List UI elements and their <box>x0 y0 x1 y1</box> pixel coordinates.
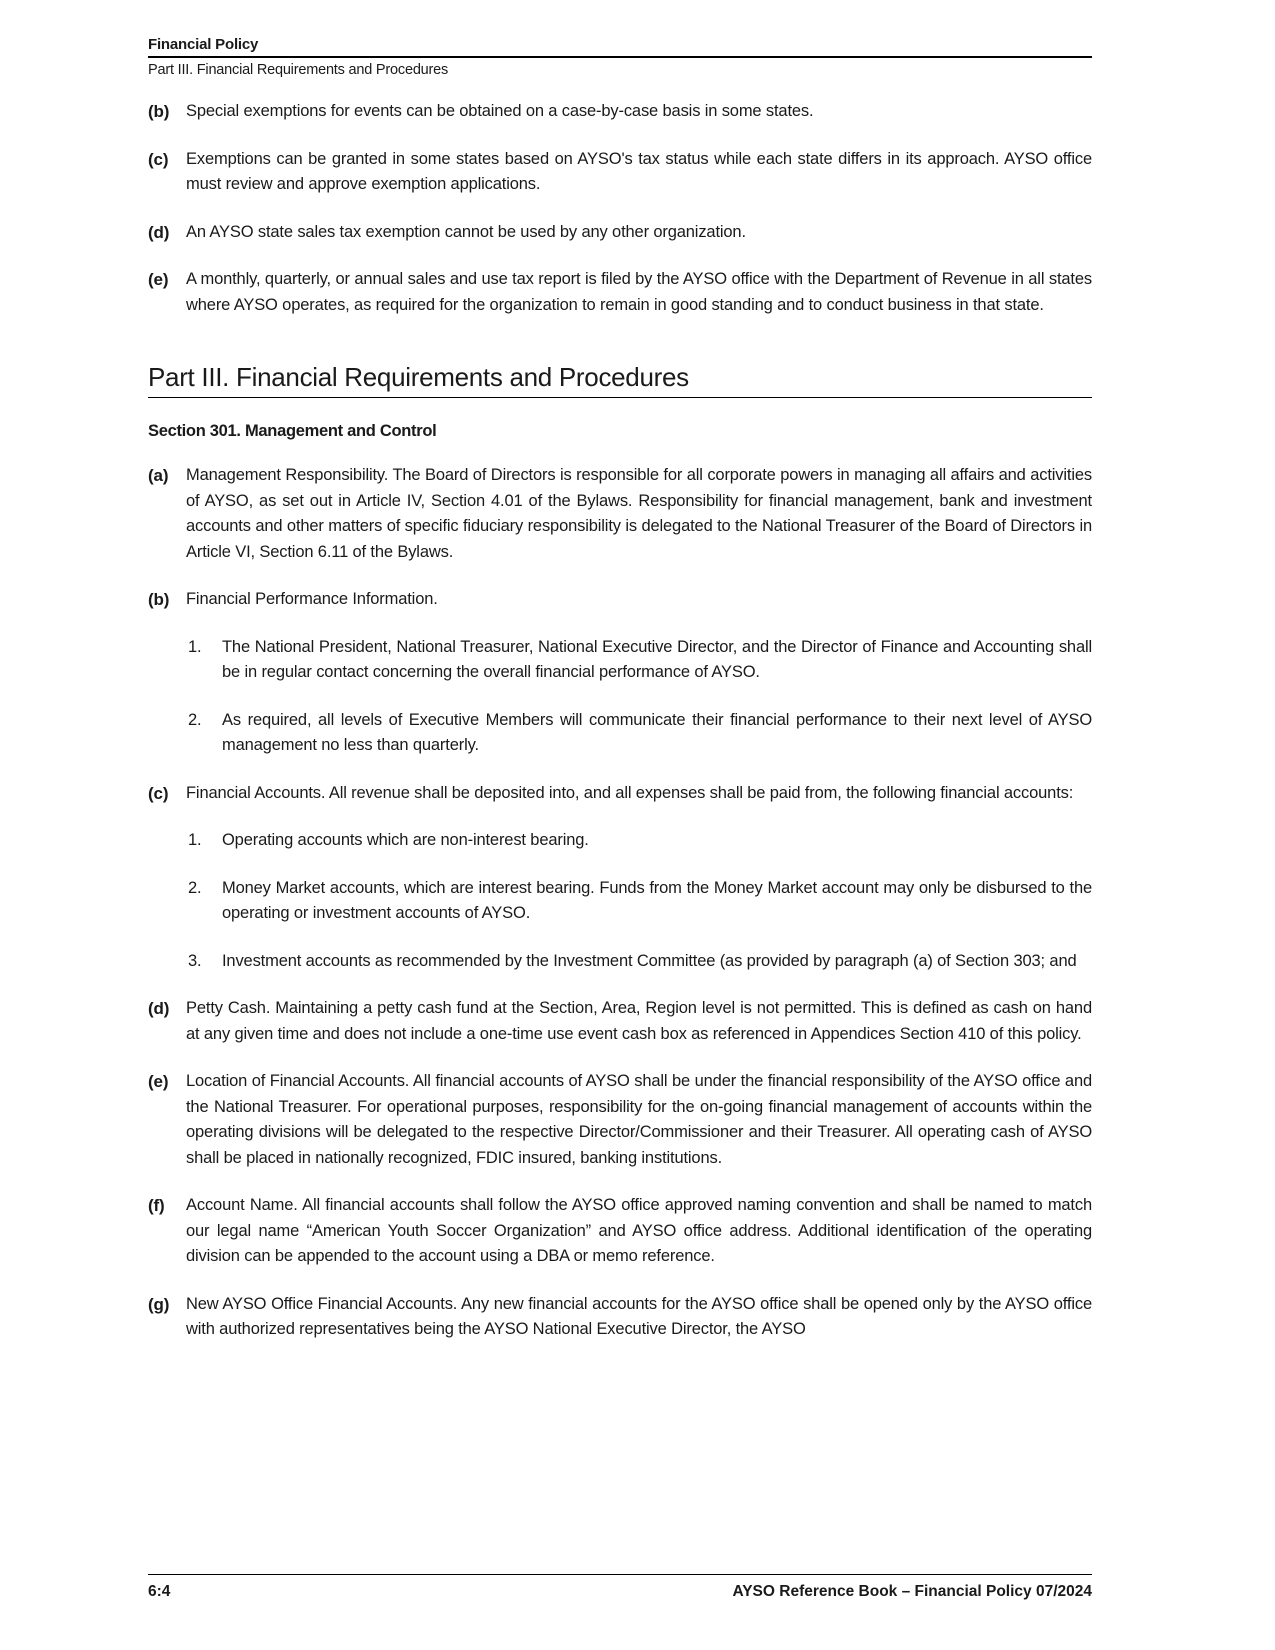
item-text: Financial Performance Information. <box>186 590 438 608</box>
subitem-c-2 <box>148 876 1092 927</box>
subitem-number: 2. <box>188 710 202 729</box>
subitem-text: Operating accounts which are non-interest bearing. <box>222 831 589 849</box>
page-footer <box>148 1574 1092 1601</box>
section-item-f <box>148 1193 1092 1270</box>
item-text: New AYSO Office Financial Accounts. Any new financial accounts for the AYSO office shall be opened only by the AYSO office with authorized representatives being the AYSO National Executive Director, the AYSO <box>186 1294 1092 1338</box>
item-label: (e) <box>148 270 169 289</box>
subitem-c-3 <box>148 949 1092 975</box>
carryover-item-e <box>148 267 1092 318</box>
item-label: (g) <box>148 1294 170 1314</box>
subitem-text: The National President, National Treasurer, National Executive Director, and the Director of Finance and Accounting shall be in regular contact concerning the overall financial performance of AYSO. <box>222 637 1092 681</box>
item-text: Account Name. All financial accounts shall follow the AYSO office approved naming convention and shall be named to match our legal name “American Youth Soccer Organization” and AYSO office address. Additional identification of the operating division can be appended to the account using a DBA or memo reference. <box>186 1196 1092 1265</box>
part-heading: Part III. Financial Requirements and Procedures <box>148 362 1092 398</box>
section-item-c <box>148 781 1092 807</box>
subitem-b-2 <box>148 708 1092 759</box>
item-text: An AYSO state sales tax exemption cannot be used by any other organization. <box>186 222 746 241</box>
section-heading: Section 301. Management and Control <box>148 422 437 440</box>
item-text: Special exemptions for events can be obtained on a case-by-case basis in some states. <box>186 102 814 120</box>
subitem-number: 2. <box>188 878 202 897</box>
running-header-subtitle: Part III. Financial Requirements and Procedures <box>148 62 449 78</box>
item-label: (d) <box>148 999 170 1018</box>
item-label: (e) <box>148 1072 169 1091</box>
subitem-c-1 <box>148 828 1092 854</box>
running-header-title: Financial Policy <box>148 36 259 53</box>
subitem-number: 1. <box>188 637 202 656</box>
item-text: Exemptions can be granted in some states based on AYSO's tax status while each state differs in its approach. AYSO office must review and approve exemption applications. <box>186 149 1092 193</box>
section-item-b <box>148 587 1092 613</box>
footer-book-title: AYSO Reference Book – Financial Policy 07/2024 <box>732 1583 1092 1600</box>
item-label: (f) <box>148 1196 165 1215</box>
item-label: (b) <box>148 102 170 121</box>
carryover-item-c <box>148 147 1092 198</box>
item-label: (b) <box>148 590 170 609</box>
item-text: Financial Accounts. All revenue shall be deposited into, and all expenses shall be paid from, the following financial accounts: <box>186 783 1074 802</box>
carryover-item-d <box>148 220 1092 246</box>
section-item-d <box>148 996 1092 1047</box>
subitem-b-1 <box>148 635 1092 686</box>
item-text: Location of Financial Accounts. All financial accounts of AYSO shall be under the financial responsibility of the AYSO office and the National Treasurer. For operational purposes, responsibility for the on-going financial management of accounts within the operating divisions will be delegated to the respective Director/Commissioner and their Treasurer. All operating cash of AYSO shall be placed in nationally recognized, FDIC insured, banking institutions. <box>186 1072 1092 1167</box>
subitem-text: As required, all levels of Executive Members will communicate their financial performance to their next level of AYSO management no less than quarterly. <box>222 710 1092 754</box>
header-rule <box>148 56 1092 58</box>
section-item-g <box>148 1292 1092 1343</box>
subitem-text: Money Market accounts, which are interest bearing. Funds from the Money Market account may only be disbursed to the operating or investment accounts of AYSO. <box>222 878 1092 922</box>
section-item-a <box>148 463 1092 565</box>
item-label: (c) <box>148 149 169 169</box>
item-label: (d) <box>148 222 170 242</box>
item-label: (c) <box>148 783 169 803</box>
item-text: A monthly, quarterly, or annual sales and use tax report is filed by the AYSO office with the Department of Revenue in all states where AYSO operates, as required for the organization to remain in good standing and to conduct business in that state. <box>186 270 1092 314</box>
item-label: (a) <box>148 466 169 485</box>
subitem-number: 3. <box>188 951 202 970</box>
carryover-item-b <box>148 99 1092 125</box>
item-text: Petty Cash. Maintaining a petty cash fund at the Section, Area, Region level is not permitted. This is defined as cash on hand at any given time and does not include a one-time use event cash box as referenced in Appendices Section 410 of this policy. <box>186 999 1092 1043</box>
document-page <box>148 36 1092 1343</box>
page-number: 6:4 <box>148 1583 171 1600</box>
subitem-text: Investment accounts as recommended by the Investment Committee (as provided by paragraph (a) of Section 303; and <box>222 951 1077 970</box>
section-item-e <box>148 1069 1092 1171</box>
subitem-number: 1. <box>188 831 202 849</box>
item-text: Management Responsibility. The Board of Directors is responsible for all corporate powers in managing all affairs and activities of AYSO, as set out in Article IV, Section 4.01 of the Bylaws. Responsibility for financial management, bank and investment accounts and other matters of specific fiduciary responsibility is delegated to the National Treasurer of the Board of Directors in Article VI, Section 6.11 of the Bylaws. <box>186 466 1092 561</box>
